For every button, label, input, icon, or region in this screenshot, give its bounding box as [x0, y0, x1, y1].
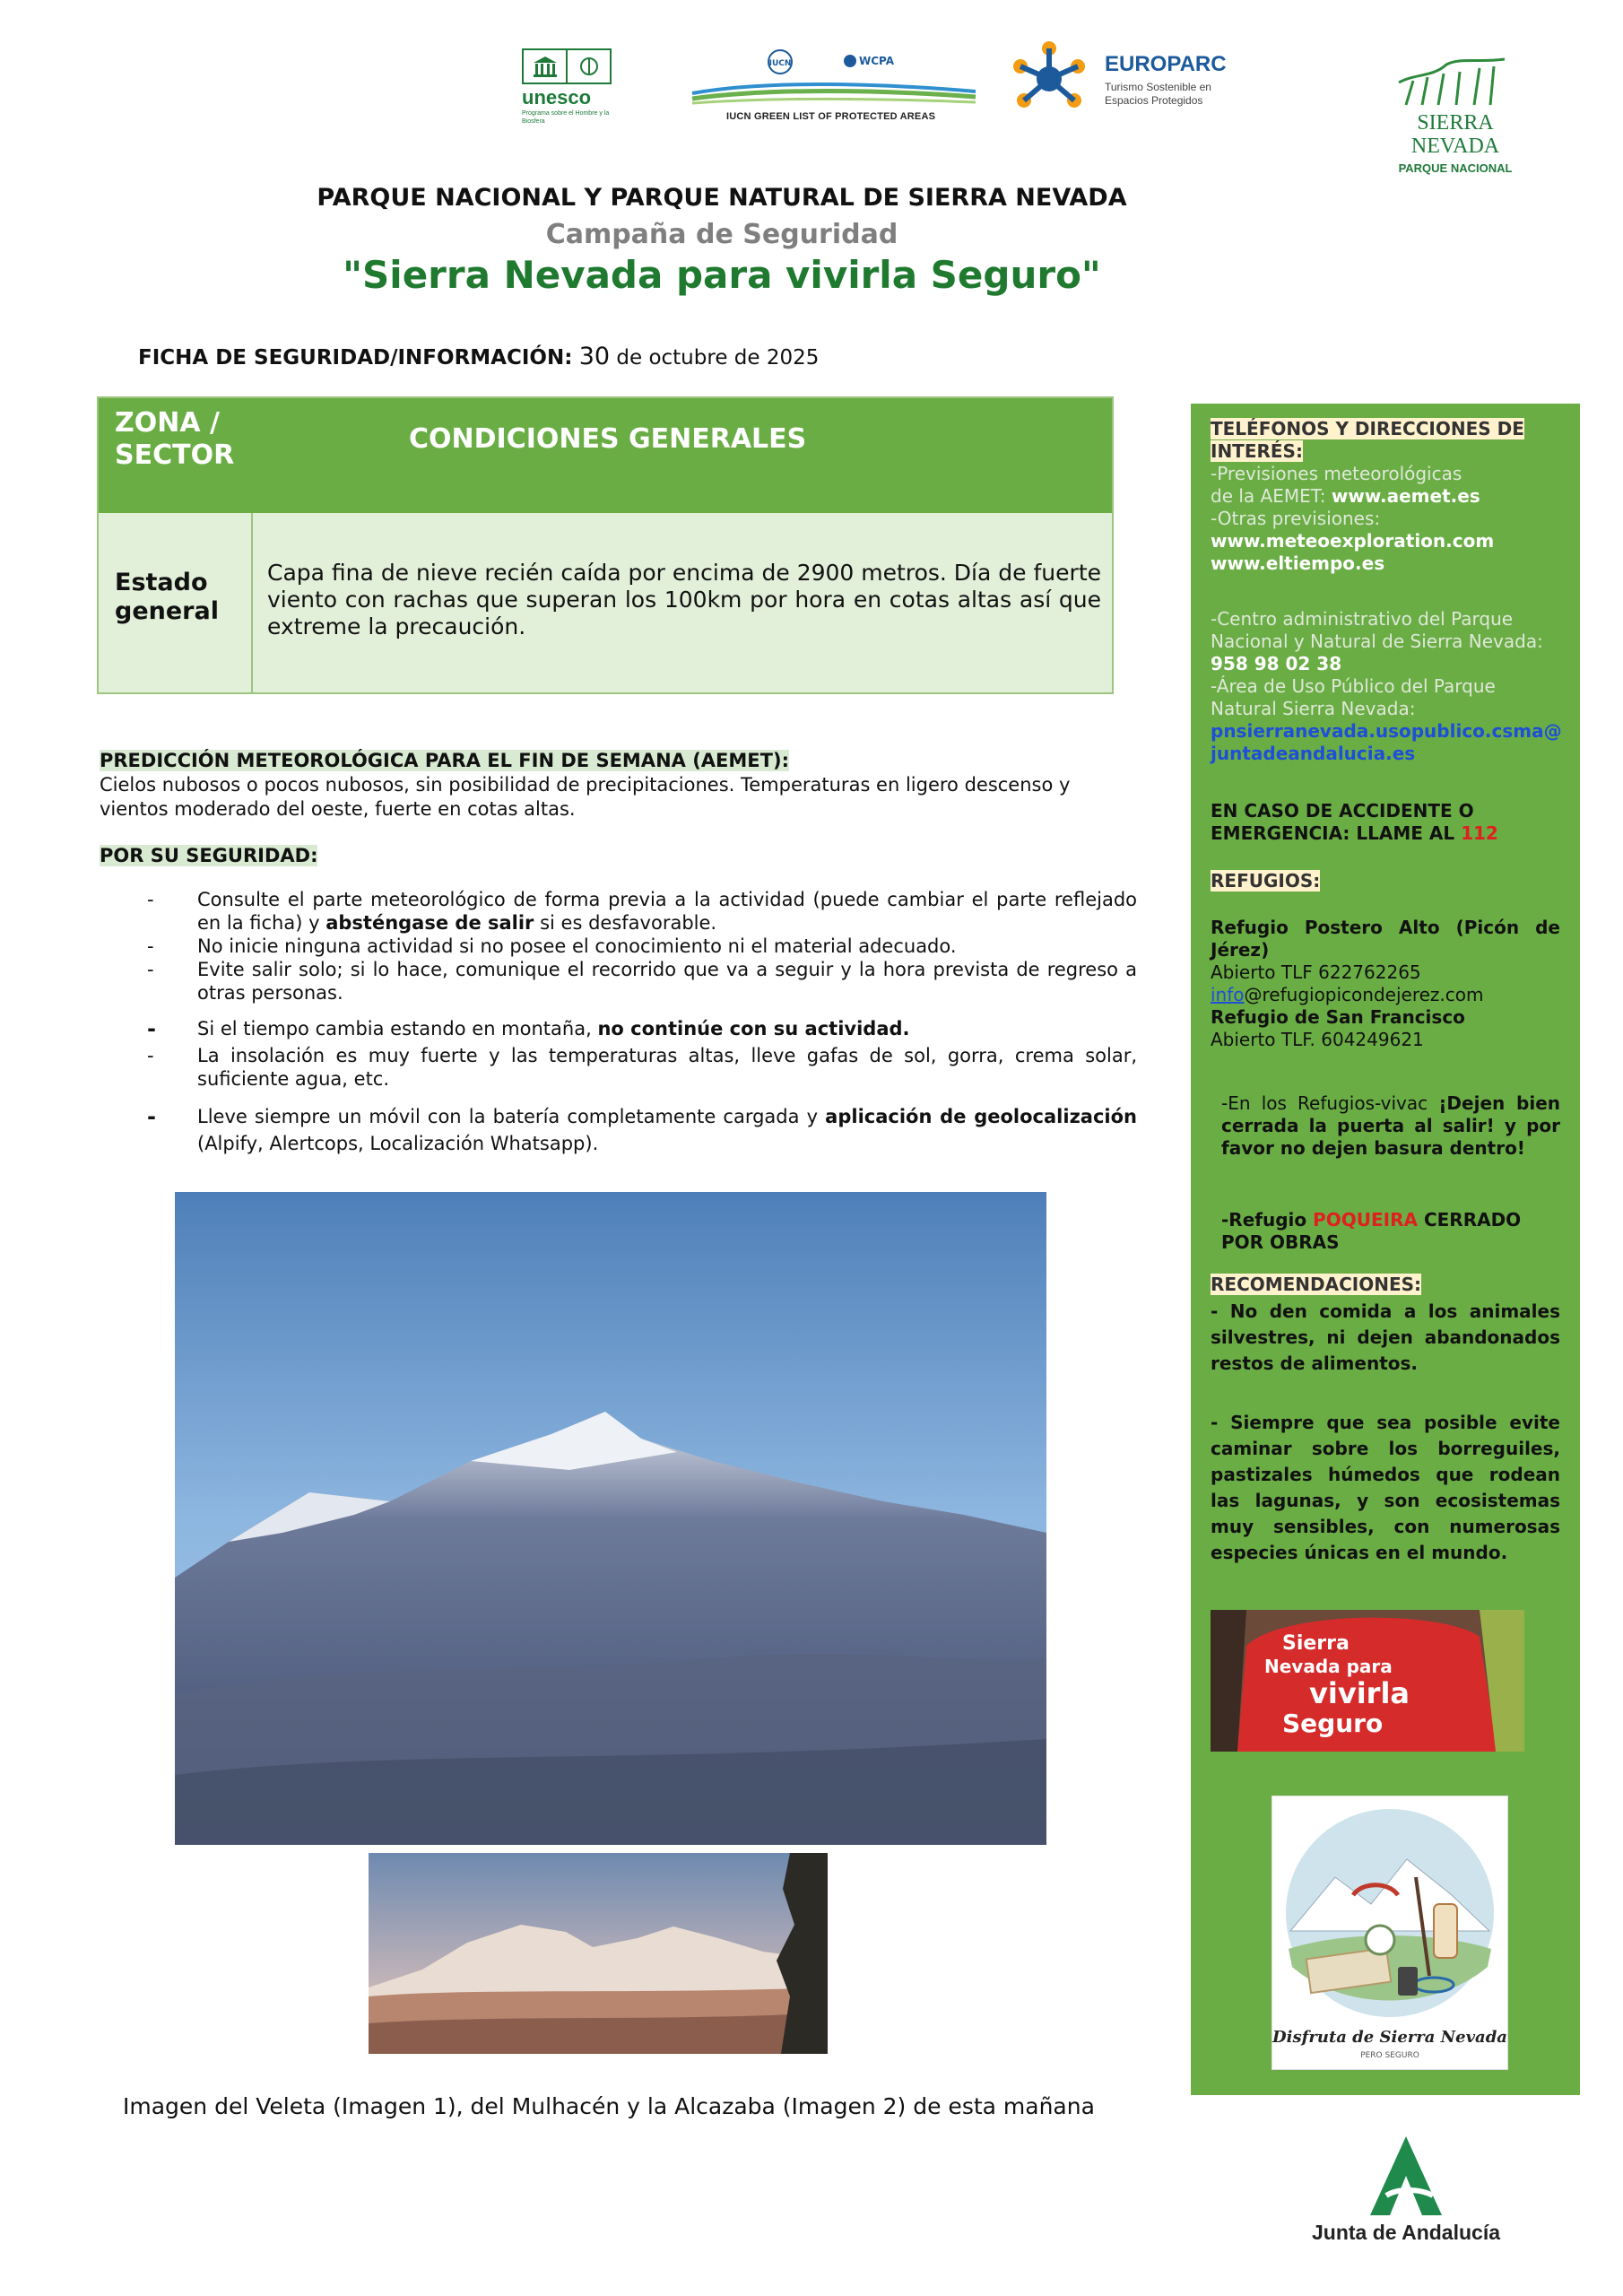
badge-title: Disfruta de Sierra Nevada: [1272, 2028, 1507, 2047]
campaign-title: Campaña de Seguridad: [545, 219, 898, 250]
badge-subtitle: PERO SEGURO: [1360, 2051, 1419, 2060]
list-item: - Lleve siempre un móvil con la batería completamente cargada y aplicación de geolocalización (Alpify, Alertcops, Localización Whatsapp).: [147, 1104, 1137, 1154]
forecast-title: PREDICCIÓN METEOROLÓGICA PARA EL FIN DE SEMANA (AEMET):: [100, 750, 789, 771]
list-item: - Consulte el parte meteorológico de forma previa a la actividad (puede cambiar el parte reflejado en la ficha) y absténgase de salir si es desfavorable.: [147, 889, 1137, 934]
campaign-shirt-photo: [1211, 1610, 1524, 1752]
europarc-title: EUROPARC: [1105, 52, 1227, 76]
ficha-date-rest: de octubre de 2025: [616, 346, 820, 370]
park-title: PARQUE NACIONAL Y PARQUE NATURAL DE SIERRA NEVADA: [317, 184, 1127, 212]
safety-list: [142, 888, 1137, 1157]
ficha-line: [138, 343, 819, 370]
col-conditions-header: CONDICIONES GENERALES: [409, 423, 807, 455]
unesco-word: unesco: [522, 86, 592, 109]
campaign-badge: [1271, 1796, 1508, 2070]
aemet-info: -Previsiones meteorológicas de la AEMET: www.aemet.es -Otras previsiones: www.meteoexploration.com www.eltiempo.es: [1211, 463, 1560, 575]
refugios-title: REFUGIOS:: [1211, 870, 1321, 891]
admin-center-info: -Centro administrativo del Parque Nacional y Natural de Sierra Nevada: 958 98 02 38 -Área de Uso Público del Parque Natural Sierra Nevada: pnsierranevada.usopublico.csma@ juntadeandalucia.es: [1211, 608, 1562, 764]
eltiempo-link[interactable]: www.eltiempo.es: [1211, 552, 1385, 574]
unesco-logo: [522, 48, 612, 129]
unesco-sub: Programa sobre el Hombre y la Biosfera: [522, 110, 610, 125]
europarc-subtitle: Turismo Sostenible en Espacios Protegidos: [1105, 81, 1211, 107]
ficha-label: FICHA DE SEGURIDAD/INFORMACIÓN:: [138, 346, 573, 370]
col-zona-header: ZONA / SECTOR: [115, 407, 235, 471]
svg-text:vivirla: vivirla: [1309, 1676, 1410, 1710]
list-item: - Si el tiempo cambia estando en montaña, no continúe con su actividad.: [147, 1016, 910, 1041]
junta-a-icon: [1307, 2133, 1505, 2218]
safety-title: POR SU SEGURIDAD:: [100, 845, 318, 866]
iucn-green-list-logo: [690, 47, 977, 127]
refugio-postero-alto: Refugio Postero Alto (Picón de Jérez) Abierto TLF 622762265 info@refugiopicondejerez.com Refugio de San Francisco Abierto TLF. 604249621: [1211, 917, 1560, 1050]
svg-text:WCPA: WCPA: [859, 55, 895, 67]
mulhacen-alcazaba-photo: [369, 1853, 828, 2054]
list-item: - Evite salir solo; si lo hace, comunique el recorrido que va a seguir y la hora prevista de regreso a otras personas.: [147, 959, 1137, 1004]
mab-icon: [576, 55, 603, 78]
conditions-table: [97, 396, 1114, 694]
aemet-link[interactable]: www.aemet.es: [1331, 485, 1480, 507]
svg-text:IUCN: IUCN: [768, 59, 792, 68]
admin-phone: 958 98 02 38: [1211, 653, 1342, 674]
recommendations-title: RECOMENDACIONES:: [1211, 1274, 1422, 1295]
temple-icon: [532, 55, 559, 78]
recommendation-1: - No den comida a los animales silvestres, ni dejen abandonados restos de alimentos.: [1211, 1300, 1560, 1374]
row-label: Estado general: [115, 569, 219, 625]
iucn-caption: IUCN GREEN LIST OF PROTECTED AREAS: [726, 111, 936, 122]
vivac-notice: -En los Refugios-vivac ¡Dejen bien cerrada la puerta al salir! y por favor no dejen basura dentro!: [1221, 1092, 1560, 1159]
emergency-info: EN CASO DE ACCIDENTE O EMERGENCIA: LLAME AL 112: [1211, 800, 1498, 844]
veleta-photo: [175, 1192, 1046, 1845]
phones-title: TELÉFONOS Y DIRECCIONES DE INTERÉS:: [1211, 418, 1524, 462]
forecast-text: Cielos nubosos o pocos nubosos, sin posibilidad de precipitaciones. Temperaturas en ligero descenso y vientos moderado del oeste, fuerte en cotas altas.: [100, 774, 1071, 820]
junta-andalucia-logo: [1307, 2133, 1505, 2249]
sierra-nevada-name: SIERRA NEVADA: [1410, 111, 1500, 158]
emergency-number: 112: [1461, 822, 1498, 844]
recommendation-2: - Siempre que sea posible evite caminar sobre los borreguiles, pastizales húmedos que rodean las lagunas, y son ecosistemas muy sensibles, con numerosas especies únicas en el mundo.: [1211, 1412, 1560, 1563]
photo-caption: Imagen del Veleta (Imagen 1), del Mulhacén y la Alcazaba (Imagen 2) de esta mañana: [123, 2093, 1095, 2119]
public-use-email-link[interactable]: pnsierranevada.usopublico.csma@ juntadeandalucia.es: [1211, 720, 1562, 764]
campaign-slogan: "Sierra Nevada para vivirla Seguro": [343, 253, 1101, 297]
table-header: [99, 398, 1112, 513]
list-item: - No inicie ninguna actividad si no posee el conocimiento ni el material adecuado.: [147, 935, 957, 957]
europarc-star-icon: [1006, 39, 1096, 120]
iucn-graphic: [690, 47, 977, 111]
meteoexploration-link[interactable]: www.meteoexploration.com: [1211, 530, 1495, 552]
svg-text:Sierra: Sierra: [1282, 1632, 1350, 1655]
list-item: - La insolación es muy fuerte y las temperaturas altas, lleve gafas de sol, gorra, crema solar, suficiente agua, etc.: [147, 1045, 1137, 1090]
europarc-logo: [1006, 39, 1239, 120]
svg-text:Seguro: Seguro: [1282, 1709, 1384, 1738]
table-divider: [251, 513, 253, 692]
junta-name: Junta de Andalucía: [1311, 2221, 1501, 2244]
ficha-date-day: 30: [578, 343, 611, 370]
sierra-nevada-subtitle: PARQUE NACIONAL: [1398, 161, 1513, 175]
hiking-gear-illustration: [1272, 1796, 1507, 2021]
refugio-email-link[interactable]: info@refugiopicondejerez.com: [1211, 984, 1484, 1005]
svg-text:Nevada para: Nevada para: [1264, 1656, 1393, 1677]
mountain-skyline-icon: [1397, 56, 1514, 109]
row-conditions-text: Capa fina de nieve recién caída por encima de 2900 metros. Día de fuerte viento con rachas que superan los 100km por hora en cotas altas así que extreme la precaución.: [267, 560, 1101, 639]
poqueira-notice: -Refugio POQUEIRA CERRADO POR OBRAS: [1221, 1209, 1522, 1253]
